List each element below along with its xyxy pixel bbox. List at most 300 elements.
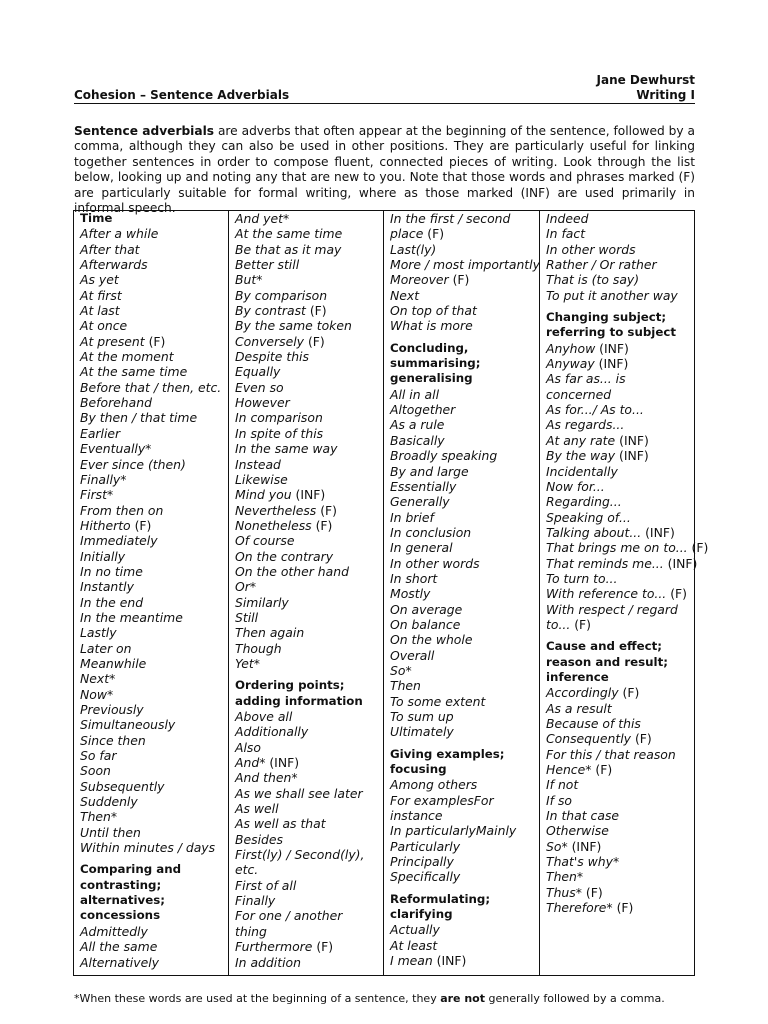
adverbial-item: [80, 595, 225, 610]
adverbial-item: [546, 731, 691, 746]
adverbial-item: [80, 825, 225, 840]
adverbial-item: [235, 709, 380, 724]
adverbial-item: [235, 518, 380, 533]
header-rule-row: [74, 88, 695, 104]
adverbial-text: At last: [80, 303, 120, 319]
adverbial-text: In addition: [235, 954, 301, 970]
adverbial-item: [80, 410, 225, 425]
adverbial-item: [390, 663, 536, 678]
adverbial-item: [80, 717, 225, 732]
adverbial-text: Basically: [390, 432, 445, 448]
adverbial-text: If not: [546, 777, 579, 793]
adverbial-item: [80, 457, 225, 472]
adverbial-item: [235, 549, 380, 564]
adverbial-item: [235, 288, 380, 303]
adverbial-text: Also: [235, 739, 261, 755]
adverbial-item: [80, 533, 225, 548]
adverbial-item: [235, 724, 380, 739]
adverbial-item: [235, 625, 380, 640]
adverbial-text: place: [390, 226, 424, 242]
adverbial-item: [235, 334, 380, 349]
adverbial-item: [546, 885, 691, 900]
adverbial-item: [235, 847, 380, 862]
register-tag: (INF): [432, 953, 467, 969]
adverbial-item: [80, 625, 225, 640]
adverbial-item: [80, 924, 225, 939]
adverbial-text: In spite of this: [235, 425, 324, 441]
adverbial-item: [546, 417, 691, 432]
adverbial-item: [235, 211, 380, 226]
adverbial-text: In conclusion: [390, 524, 472, 540]
adverbial-item: [235, 641, 380, 656]
adverbial-text: On balance: [390, 616, 461, 632]
section-heading: Ordering points;: [235, 678, 345, 693]
adverbial-item: [390, 540, 536, 555]
adverbial-item: [546, 525, 691, 540]
adverbial-text: First*: [80, 487, 114, 503]
adverbial-text: Rather / Or rather: [546, 257, 657, 273]
adverbial-text: That is (to say): [546, 272, 640, 288]
adverbial-text: At the moment: [80, 349, 174, 365]
adverbial-text: Eventually*: [80, 441, 152, 457]
adverbial-text: For examplesFor: [390, 792, 494, 808]
register-tag: (F): [304, 333, 325, 349]
adverbial-item: [390, 869, 536, 884]
adverbial-text: Better still: [235, 257, 300, 273]
section-heading: summarising;: [390, 356, 481, 371]
adverbial-item: [235, 832, 380, 847]
adverbial-text: As yet: [80, 272, 119, 288]
adverbial-item: [546, 839, 691, 854]
section-heading: inference: [546, 669, 609, 684]
adverbial-item: [390, 479, 536, 494]
footnote-pre: *When these words are used at the beginning of a sentence, they: [74, 992, 441, 1005]
adverbial-item: [80, 272, 225, 287]
adverbial-text: Then: [390, 678, 421, 694]
adverbial-item: [235, 349, 380, 364]
adverbial-text: In the end: [80, 594, 144, 610]
adverbial-text: Above all: [235, 709, 293, 724]
register-tag: (F): [687, 540, 709, 556]
adverbial-text: In brief: [390, 509, 434, 525]
register-tag: (F): [316, 502, 337, 518]
adverbial-text: In the first / second: [390, 211, 511, 226]
adverbial-item: [390, 854, 536, 869]
adverbial-item: [235, 457, 380, 472]
section-heading: clarifying: [390, 907, 453, 922]
adverbial-text: I mean: [390, 953, 433, 969]
adverbial-text: In the same way: [235, 441, 338, 457]
adverbial-item: [235, 610, 380, 625]
adverbial-text: First of all: [235, 877, 297, 893]
adverbial-item: [390, 402, 536, 417]
adverbial-text: Last(ly): [390, 241, 437, 257]
adverbial-text: Ultimately: [390, 724, 454, 740]
adverbial-item: [546, 602, 691, 617]
adverbial-item: [80, 549, 225, 564]
register-tag: (INF): [594, 356, 629, 372]
section-heading: Comparing and: [80, 862, 182, 877]
adverbial-item: [390, 303, 536, 318]
adverbial-item: [80, 579, 225, 594]
adverbial-item: [546, 371, 691, 386]
adverbial-text: Anyhow: [546, 340, 596, 356]
register-tag: (INF): [663, 555, 698, 571]
intro-term: Sentence adverbials: [74, 124, 215, 138]
adverbial-text: By the way: [546, 448, 616, 464]
adverbial-text: Within minutes / days: [80, 840, 216, 856]
adverbial-item: [235, 816, 380, 831]
adverbial-item: [390, 648, 536, 663]
footnote-post: generally followed by a comma.: [485, 992, 665, 1005]
adverbial-item: [546, 900, 691, 915]
adverbial-item: [235, 878, 380, 893]
adverbial-item: [390, 724, 536, 739]
author-name: Jane Dewhurst: [596, 73, 695, 87]
register-tag: (F): [305, 303, 327, 319]
adverbial-item: [235, 770, 380, 785]
adverbial-item: [390, 226, 536, 241]
adverbial-item: [235, 272, 380, 287]
register-tag: (F): [591, 762, 613, 778]
adverbial-item: [546, 854, 691, 869]
adverbial-text: But*: [235, 272, 263, 288]
adverbial-text: All in all: [390, 386, 440, 402]
adverbial-text: All the same: [80, 939, 158, 955]
adverbial-text: to...: [546, 616, 571, 632]
adverbial-text: Hence*: [546, 762, 592, 778]
adverbial-item: [390, 678, 536, 693]
adverbial-text: Then*: [546, 869, 584, 885]
adverbial-item: [390, 953, 536, 968]
adverbial-text: Actually: [390, 922, 440, 938]
intro-text: are adverbs that often appear at the beginning of the sentence, followed by a comma, although they can also be used in other positions. They are particularly useful for linking together sentences in order to compose fluent, connected pieces of writing. Look through the list below, looking up and noting any that are new to you. Note that those words and phrases marked (F) are particularly suitable for formal writing, where as those marked (INF) are used primarily in informal speech.: [74, 124, 695, 216]
adverbial-text: Furthermore: [235, 939, 313, 955]
adverbial-item: [235, 410, 380, 425]
adverbial-text: Instead: [235, 456, 281, 472]
adverbial-text: Indeed: [546, 211, 589, 226]
adverbial-text: As a result: [546, 700, 612, 716]
adverbial-item: [546, 356, 691, 371]
adverbial-item: [80, 733, 225, 748]
adverbial-text: Finally: [235, 893, 276, 909]
adverbial-item: [390, 257, 540, 273]
adverbial-item: [80, 364, 225, 379]
adverbial-text: Next*: [80, 671, 116, 687]
adverbial-text: Equally: [235, 364, 281, 380]
adverbial-item: [80, 303, 225, 318]
register-tag: (F): [612, 900, 634, 916]
adverbial-text: That reminds me...: [546, 555, 664, 571]
adverbial-text: So far: [80, 748, 117, 764]
adverbial-text: By and large: [390, 463, 469, 479]
adverbial-item: [546, 242, 691, 257]
adverbial-item: [80, 779, 225, 794]
adverbial-item: [80, 702, 225, 717]
adverbial-item: [80, 257, 225, 272]
adverbial-item: [390, 922, 536, 937]
adverbial-text: By contrast: [235, 303, 306, 319]
adverbial-text: Still: [235, 609, 259, 625]
adverbial-item: [390, 525, 536, 540]
adverbial-text: Thus*: [546, 884, 582, 900]
register-tag: (F): [312, 939, 334, 955]
adverbial-item: [80, 518, 225, 533]
register-tag: (F): [666, 586, 687, 602]
section-heading: Reformulating;: [390, 891, 491, 906]
adverbial-item: [80, 334, 225, 349]
register-tag: (F): [311, 517, 333, 533]
adverbial-item: [80, 763, 225, 778]
register-tag: (INF): [615, 448, 649, 464]
adverbial-text: Regarding...: [546, 494, 622, 510]
adverbial-item: [390, 823, 536, 838]
adverbial-text: Talking about...: [546, 524, 642, 540]
adverbial-text: Hitherto: [80, 517, 131, 533]
adverbial-text: In fact: [546, 226, 586, 242]
adverbial-text: Soon: [80, 763, 111, 779]
adverbial-item: [80, 939, 225, 954]
register-tag: (INF): [595, 340, 629, 356]
adverbial-item: [390, 556, 536, 571]
adverbial-text: In other words: [546, 241, 636, 257]
adverbial-item: [235, 579, 380, 594]
adverbial-text: By comparison: [235, 287, 328, 303]
adverbial-text: To put it another way: [546, 287, 678, 303]
adverbial-text: On average: [390, 601, 463, 617]
section-heading: adding information: [235, 693, 363, 708]
adverbial-text: First(ly) / Second(ly),: [235, 847, 365, 863]
register-tag: (INF): [265, 755, 300, 771]
adverbial-text: With respect / regard: [546, 601, 678, 617]
adverbial-text: Yet*: [235, 655, 260, 671]
adverbial-item: [546, 747, 691, 762]
adverbial-item: [390, 777, 536, 792]
adverbial-text: Besides: [235, 831, 283, 847]
adverbial-item: [80, 641, 225, 656]
adverbial-text: Accordingly: [546, 685, 619, 701]
adverbial-item: [546, 226, 691, 241]
adverbial-item: [390, 839, 536, 854]
adverbial-text: In particularlyMainly: [390, 823, 517, 839]
adverbial-text: Principally: [390, 854, 454, 870]
adverbial-text: To sum up: [390, 709, 454, 724]
adverbials-table: [73, 210, 709, 976]
adverbial-text: Moreover: [390, 272, 449, 288]
adverbial-text: Broadly speaking: [390, 448, 498, 464]
adverbial-text: In comparison: [235, 410, 323, 426]
adverbial-item: [235, 426, 380, 441]
adverbial-text: On the other hand: [235, 563, 349, 579]
footnote: [74, 992, 708, 1006]
adverbial-text: Consequently: [546, 731, 631, 747]
adverbial-item: [390, 318, 536, 333]
adverbial-text: Specifically: [390, 869, 461, 885]
adverbial-item: [80, 395, 225, 410]
adverbial-text: Nevertheless: [235, 502, 317, 518]
adverbial-item: [390, 242, 536, 257]
adverbial-item: [235, 924, 380, 939]
adverbial-text: Ever since (then): [80, 456, 186, 472]
adverbial-item: [546, 823, 691, 838]
adverbial-text: Despite this: [235, 349, 309, 365]
adverbial-item: [546, 716, 691, 731]
adverbial-item: [80, 487, 225, 502]
adverbial-text: Therefore*: [546, 900, 613, 916]
adverbial-item: [235, 303, 380, 318]
adverbial-text: At least: [390, 937, 438, 953]
adverbial-item: [80, 349, 225, 364]
adverbial-item: [546, 762, 691, 777]
adverbial-item: [390, 448, 536, 463]
adverbial-text: In no time: [80, 563, 143, 579]
adverbial-text: Until then: [80, 824, 141, 840]
adverbial-item: [390, 586, 536, 601]
adverbial-item: [546, 617, 691, 632]
adverbial-item: [546, 494, 691, 509]
section-heading: reason and result;: [546, 654, 668, 669]
adverbial-item: [546, 555, 698, 571]
adverbial-item: [235, 893, 380, 908]
adverbial-text: After a while: [80, 226, 159, 242]
adverbial-text: After that: [80, 241, 140, 257]
adverbial-item: [546, 510, 691, 525]
adverbial-item: [546, 288, 691, 303]
adverbial-item: [546, 701, 691, 716]
adverbial-text: That's why*: [546, 854, 620, 870]
adverbial-item: [546, 869, 691, 884]
adverbial-text: thing: [235, 923, 267, 939]
adverbial-item: [546, 211, 691, 226]
adverbial-text: For this / that reason: [546, 746, 676, 762]
section-heading: generalising: [390, 371, 473, 386]
section-heading: alternatives;: [80, 893, 165, 908]
adverbial-item: [80, 380, 225, 395]
adverbial-item: [546, 479, 691, 494]
adverbial-text: As a rule: [390, 417, 445, 433]
adverbial-text: Earlier: [80, 425, 121, 441]
adverbial-text: Otherwise: [546, 823, 609, 839]
register-tag: (F): [618, 685, 640, 701]
adverbial-item: [390, 387, 536, 402]
adverbial-text: At the same time: [235, 226, 343, 242]
adverbial-text: As for.../ As to...: [546, 402, 644, 418]
adverbial-item: [235, 595, 380, 610]
adverbial-item: [235, 364, 380, 379]
adverbial-text: Generally: [390, 494, 450, 510]
adverbial-text: Or*: [235, 579, 257, 595]
adverbial-item: [80, 840, 225, 855]
register-tag: (F): [631, 731, 652, 747]
adverbial-text: Beforehand: [80, 395, 152, 411]
adverbial-text: Subsequently: [80, 778, 165, 794]
adverbial-item: [390, 938, 536, 953]
adverbial-text: Now for...: [546, 478, 605, 494]
adverbial-text: Lastly: [80, 625, 117, 641]
adverbial-item: [390, 433, 536, 448]
table-column-4: [539, 211, 709, 975]
adverbial-text: Similarly: [235, 594, 289, 610]
adverbial-item: [80, 955, 225, 970]
register-tag: (INF): [641, 524, 675, 540]
adverbial-text: Likewise: [235, 471, 288, 487]
adverbial-text: Nonetheless: [235, 517, 312, 533]
adverbial-text: Simultaneously: [80, 717, 176, 733]
adverbial-item: [546, 464, 691, 479]
adverbial-text: That brings me on to...: [546, 540, 688, 556]
adverbial-text: Later on: [80, 640, 132, 656]
adverbial-text: At present: [80, 333, 145, 349]
adverbial-text: As well as that: [235, 816, 326, 832]
adverbial-text: Additionally: [235, 724, 309, 740]
register-tag: (INF): [615, 432, 649, 448]
adverbial-item: [546, 586, 691, 601]
adverbial-item: [80, 242, 225, 257]
intro-paragraph: [74, 124, 695, 216]
adverbial-text: And yet*: [235, 211, 290, 226]
adverbial-item: [80, 687, 225, 702]
adverbial-item: [235, 472, 380, 487]
adverbial-text: For one / another: [235, 908, 343, 924]
register-tag: (F): [448, 272, 470, 288]
adverbial-text: In general: [390, 540, 453, 556]
adverbial-text: Before that / then, etc.: [80, 379, 222, 395]
adverbial-item: [80, 564, 225, 579]
adverbial-item: [235, 801, 380, 816]
register-tag: (F): [570, 616, 591, 632]
adverbial-item: [546, 685, 691, 700]
section-heading: Changing subject;: [546, 310, 667, 325]
adverbial-item: [80, 671, 225, 686]
adverbial-text: Then again: [235, 625, 305, 641]
adverbial-text: Of course: [235, 533, 295, 549]
adverbial-text: In the meantime: [80, 609, 183, 625]
adverbial-item: [390, 510, 536, 525]
footnote-bold: are not: [440, 992, 485, 1005]
adverbial-item: [235, 533, 380, 548]
adverbial-text: If so: [546, 792, 572, 808]
adverbial-item: [235, 656, 380, 671]
adverbial-text: concerned: [546, 386, 612, 402]
adverbial-text: Among others: [390, 777, 478, 793]
adverbial-text: Incidentally: [546, 463, 618, 479]
adverbial-text: With reference to...: [546, 586, 667, 602]
section-heading: contrasting;: [80, 877, 162, 892]
adverbial-text: However: [235, 395, 290, 411]
adverbial-text: At any rate: [546, 432, 616, 448]
adverbial-item: [235, 862, 380, 877]
section-heading: referring to subject: [546, 325, 676, 340]
adverbial-text: Though: [235, 640, 282, 656]
adverbial-text: Altogether: [390, 402, 456, 418]
adverbial-item: [390, 694, 536, 709]
adverbial-item: [546, 571, 691, 586]
adverbial-text: At first: [80, 287, 122, 303]
adverbial-item: [546, 433, 691, 448]
adverbial-text: Conversely: [235, 333, 304, 349]
adverbial-item: [235, 740, 380, 755]
adverbial-item: [235, 755, 380, 770]
adverbial-text: On top of that: [390, 303, 477, 319]
adverbial-text: In short: [390, 570, 438, 586]
adverbial-item: [235, 380, 380, 395]
adverbial-text: In other words: [390, 555, 480, 571]
adverbial-item: [390, 602, 536, 617]
adverbial-text: etc.: [235, 862, 259, 878]
section-heading: Cause and effect;: [546, 639, 662, 654]
adverbial-item: [235, 395, 380, 410]
adverbial-item: [390, 632, 536, 647]
